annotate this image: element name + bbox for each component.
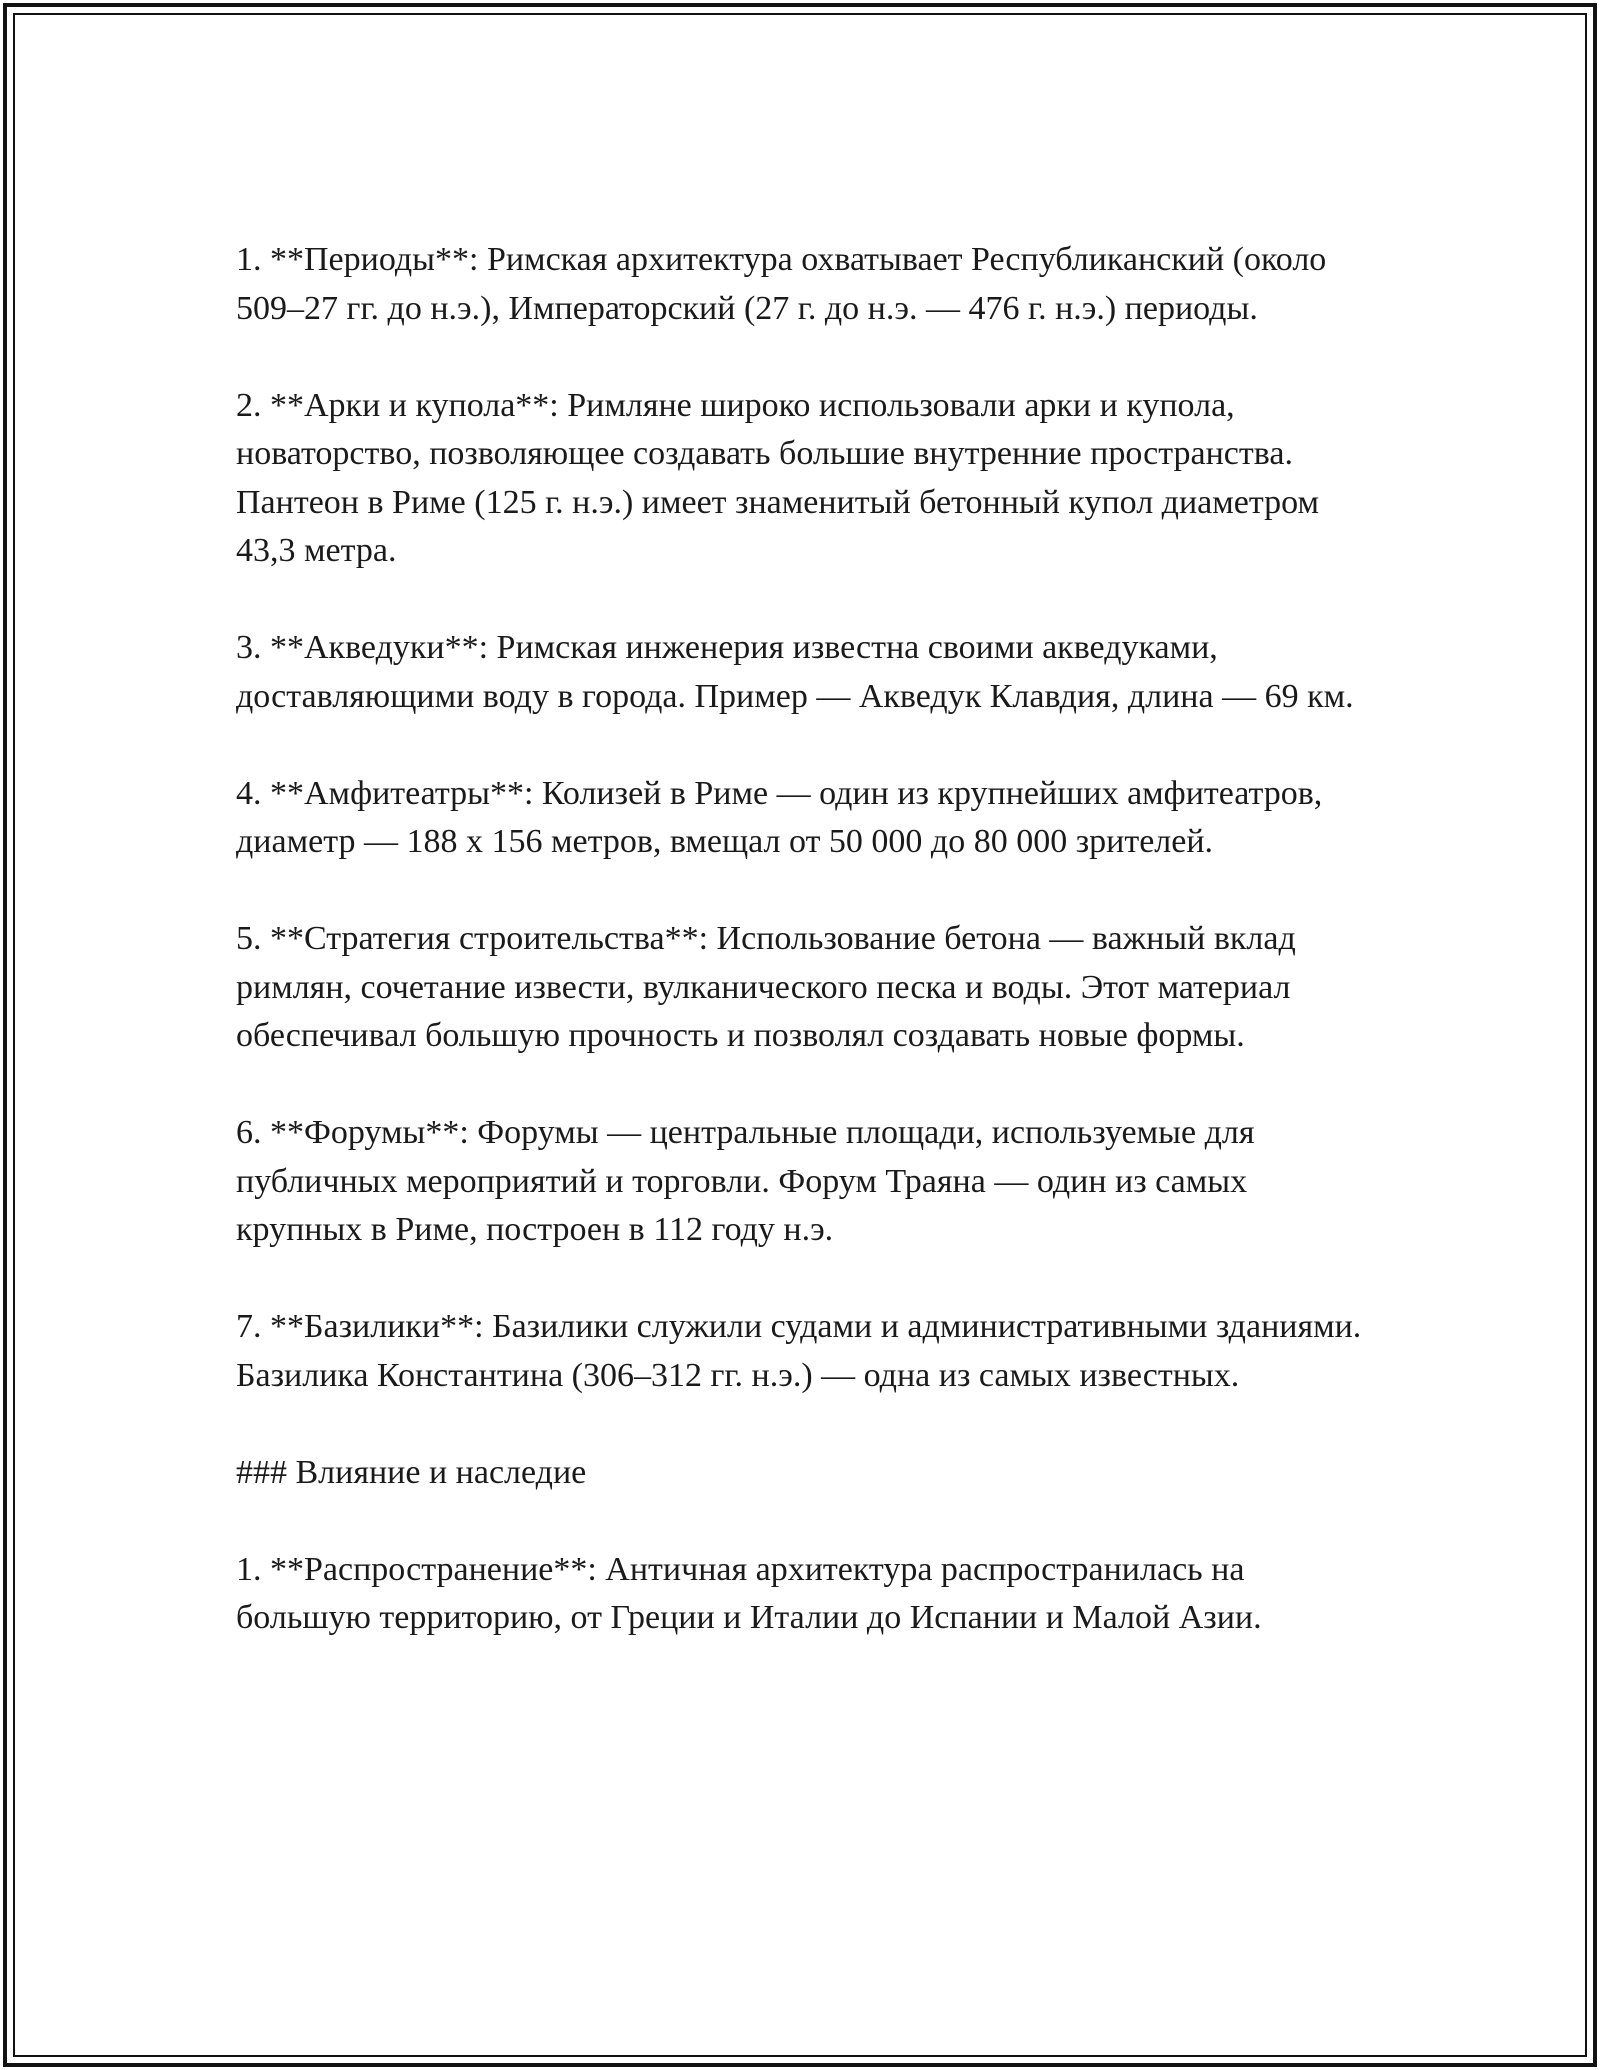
- paragraph-forums: 6. **Форумы**: Форумы — центральные площади, используемые для публичных мероприятий и торговли. Форум Траяна — один из самых крупных в Риме, построен в 112 году н.э.: [236, 1114, 1255, 1248]
- paragraph-construction-strategy: 5. **Стратегия строительства**: Использование бетона — важный вклад римлян, сочетание извести, вулканического песка и воды. Этот материал обеспечивал большую прочность и позволял создавать новые формы.: [236, 920, 1296, 1054]
- paragraph-periods: 1. **Периоды**: Римская архитектура охватывает Республиканский (около 509–27 гг. до н.э.), Императорский (27 г. до н.э. — 476 г. н.э.) периоды.: [236, 241, 1327, 327]
- paragraph-amphitheaters: 4. **Амфитеатры**: Колизей в Риме — один из крупнейших амфитеатров, диаметр — 188 x 156 метров, вмещал от 50 000 до 80 000 зрителей.: [236, 774, 1323, 860]
- paragraph-basilicas: 7. **Базилики**: Базилики служили судами и административными зданиями. Базилика Константина (306–312 гг. н.э.) — одна из самых известных.: [236, 1308, 1362, 1394]
- paragraph-arches-domes: 2. **Арки и купола**: Римляне широко использовали арки и купола, новаторство, позволяющее создавать большие внутренние пространства. Пантеон в Риме (125 г. н.э.) имеет знаменитый бетонный купол диаметром 43,3 метра.: [236, 386, 1320, 569]
- paragraph-aqueducts: 3. **Акведуки**: Римская инженерия известна своими акведуками, доставляющими воду в города. Пример — Акведук Клавдия, длина — 69 км.: [236, 629, 1354, 715]
- paragraph-spread: 1. **Распространение**: Античная архитектура распространилась на большую территорию, от Греции и Италии до Испании и Малой Азии.: [236, 1550, 1262, 1636]
- section-heading-influence: ### Влияние и наследие: [236, 1453, 587, 1491]
- document-body: [236, 236, 1366, 1691]
